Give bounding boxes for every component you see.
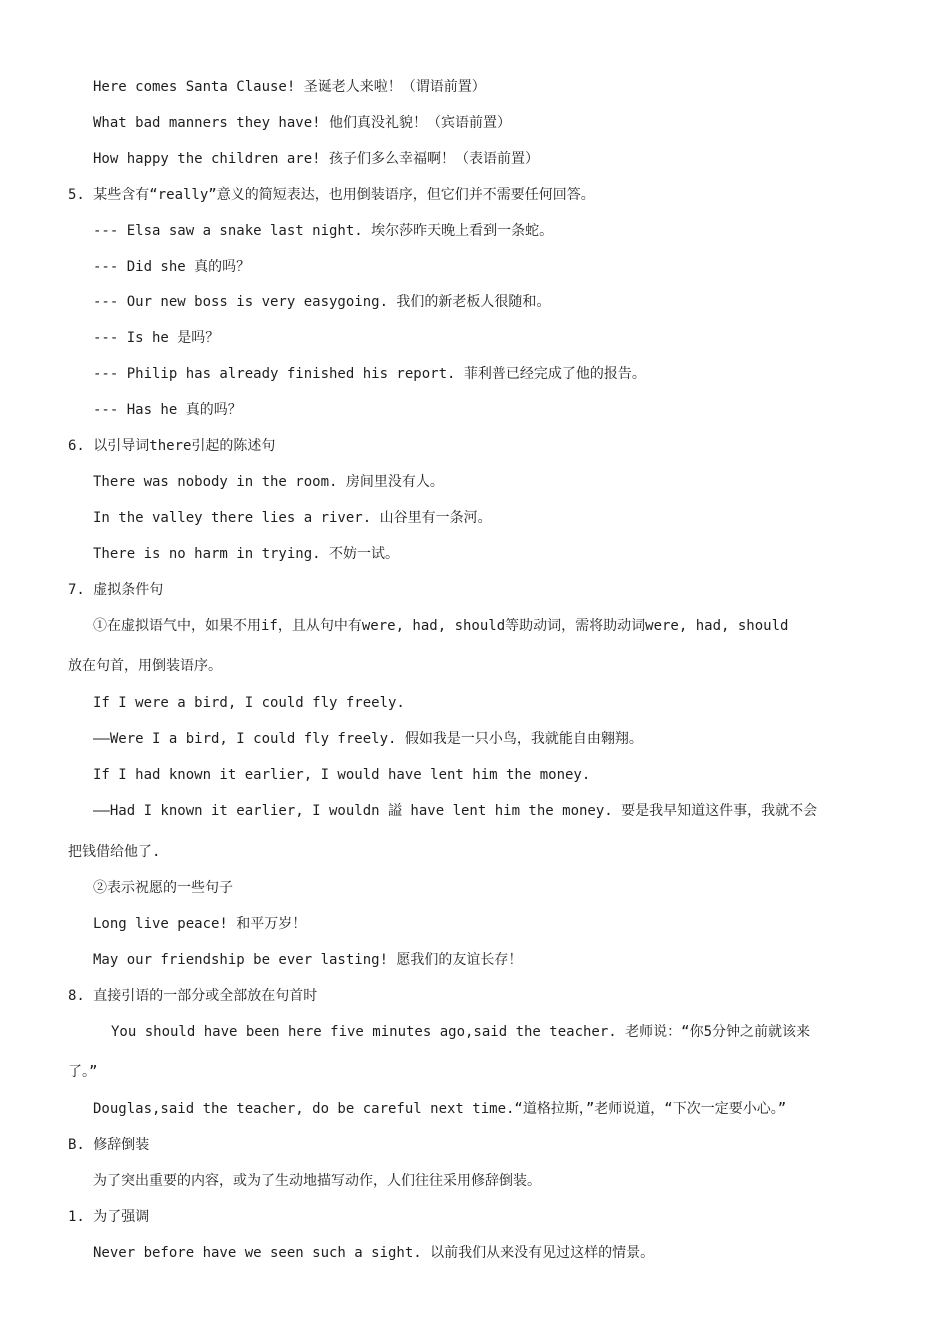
paragraph-line: 放在句首，用倒装语序。 bbox=[68, 658, 222, 674]
example-line: 把钱借给他了. bbox=[68, 844, 161, 860]
subsection-heading: ②表示祝愿的一些句子 bbox=[93, 880, 233, 896]
example-line: Here comes Santa Clause! 圣诞老人来啦！（谓语前置） bbox=[93, 79, 486, 95]
dialogue-line: --- Is he 是吗？ bbox=[93, 330, 220, 346]
example-line: ——Had I known it earlier, I wouldn 謚 have lent him the money. 要是我早知道这件事，我就不会 bbox=[93, 803, 818, 819]
section-heading: 8. 直接引语的一部分或全部放在句首时 bbox=[68, 988, 318, 1004]
example-line: How happy the children are! 孩子们多么幸福啊！（表语前置） bbox=[93, 151, 540, 167]
example-line: You should have been here five minutes ago,said the teacher. 老师说：“你5分钟之前就该来 bbox=[111, 1024, 811, 1040]
paragraph-line: 为了突出重要的内容，或为了生动地描写动作，人们往往采用修辞倒装。 bbox=[93, 1173, 541, 1189]
example-line: There was nobody in the room. 房间里没有人。 bbox=[93, 474, 444, 490]
example-line: If I had known it earlier, I would have lent him the money. bbox=[93, 767, 591, 783]
example-line: There is no harm in trying. 不妨一试。 bbox=[93, 546, 400, 562]
example-line: Never before have we seen such a sight. 以前我们从来没有见过这样的情景。 bbox=[93, 1245, 655, 1261]
dialogue-line: --- Has he 真的吗？ bbox=[93, 402, 242, 418]
example-line: Long live peace! 和平万岁！ bbox=[93, 916, 307, 932]
example-line: In the valley there lies a river. 山谷里有一条河。 bbox=[93, 510, 492, 526]
example-line: If I were a bird, I could fly freely. bbox=[93, 695, 405, 711]
example-line: ——Were I a bird, I could fly freely. 假如我是一只小鸟，我就能自由翱翔。 bbox=[93, 731, 643, 747]
example-line: May our friendship be ever lasting! 愿我们的友谊长存！ bbox=[93, 952, 523, 968]
dialogue-line: --- Did she 真的吗？ bbox=[93, 259, 251, 275]
dialogue-line: --- Our new boss is very easygoing. 我们的新老板人很随和。 bbox=[93, 294, 551, 310]
section-heading: B. 修辞倒装 bbox=[68, 1137, 150, 1153]
section-heading: 7. 虚拟条件句 bbox=[68, 582, 164, 598]
section-heading: 1. 为了强调 bbox=[68, 1209, 150, 1225]
example-line: What bad manners they have! 他们真没礼貌！（宾语前置） bbox=[93, 115, 512, 131]
section-heading: 6. 以引导词there引起的陈述句 bbox=[68, 438, 276, 454]
example-line: 了。” bbox=[68, 1064, 98, 1080]
dialogue-line: --- Elsa saw a snake last night. 埃尔莎昨天晚上看到一条蛇。 bbox=[93, 223, 554, 239]
paragraph-line: ①在虚拟语气中，如果不用if，且从句中有were, had, should等助动词，需将助动词were, had, should bbox=[93, 618, 789, 634]
dialogue-line: --- Philip has already finished his report. 菲利普已经完成了他的报告。 bbox=[93, 366, 646, 382]
section-heading: 5. 某些含有“really”意义的简短表达，也用倒装语序，但它们并不需要任何回答。 bbox=[68, 187, 595, 203]
example-line: Douglas,said the teacher, do be careful next time.“道格拉斯，”老师说道，“下次一定要小心。” bbox=[93, 1101, 787, 1117]
